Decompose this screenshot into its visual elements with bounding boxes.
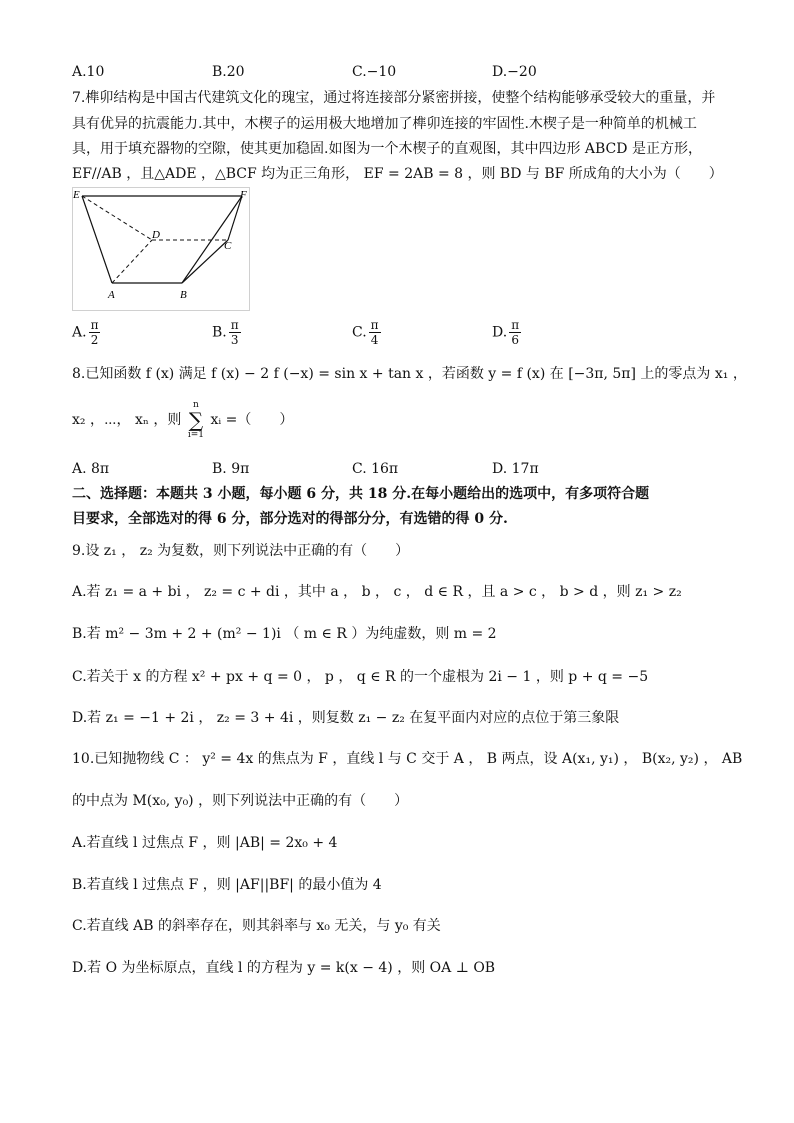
q7-option-a: A. $\frac{\pi}{2}$ — [72, 318, 99, 347]
q6-option-d: D.−20 — [492, 64, 537, 80]
q8-option-b: B. 9π — [212, 461, 250, 477]
q8-line2-prefix: x₂ ，⋯， xₙ ，则 — [72, 412, 182, 428]
edge-ed-hidden — [82, 196, 152, 240]
q9-option-b: B.若 m² − 3m + 2 + (m² − 1)i （ m ∈ R ）为纯虚数，则 m = 2 — [72, 626, 497, 642]
figure-border — [73, 188, 250, 311]
q8-option-d: D. 17π — [492, 461, 539, 477]
q7-option-c: C. $\frac{\pi}{4}$ — [352, 318, 379, 347]
q9-option-d: D.若 z₁ = −1 + 2i ， z₂ = 3 + 4i ，则复数 z₁ − z₂ 在复平面内对应的点位于第三象限 — [72, 710, 620, 726]
edge-cf — [228, 196, 242, 240]
q8-option-a: A. 8π — [72, 461, 110, 477]
q6-option-a: A.10 — [72, 64, 105, 80]
q6-option-c: C.−10 — [352, 64, 397, 80]
summation-symbol: n ∑ i=1 — [187, 400, 205, 440]
q9-stem: 9.设 z₁ ， z₂ 为复数，则下列说法中正确的有（ ） — [72, 543, 410, 559]
q10-stem-line-2: 的中点为 M(x₀, y₀) ，则下列说法中正确的有（ ） — [72, 793, 409, 809]
edge-bc — [182, 240, 228, 283]
q7-stem-line-2: 具有优异的抗震能力.其中，木楔子的运用极大地增加了榫卯连接的牢固性.木楔子是一种简单的机械工 — [72, 116, 697, 132]
q10-option-b: B.若直线 l 过焦点 F ，则 |AF||BF| 的最小值为 4 — [72, 877, 382, 893]
q8-stem-line-2 — [72, 400, 293, 440]
label-c: C — [224, 240, 232, 252]
q10-stem-line-1: 10.已知抛物线 C ： y² = 4x 的焦点为 F ，直线 l 与 C 交于 A ， B 两点，设 A(x₁, y₁) ， B(x₂, y₂) ， AB — [72, 751, 743, 767]
label-f: F — [240, 189, 247, 201]
label-b: B — [180, 289, 187, 301]
q6-option-b: B.20 — [212, 64, 245, 80]
q10-option-c: C.若直线 AB 的斜率存在，则其斜率与 x₀ 无关，与 y₀ 有关 — [72, 918, 441, 934]
q7-option-b: B. $\frac{\pi}{3}$ — [212, 318, 239, 347]
label-d: D — [152, 229, 160, 241]
q7-option-d: D. $\frac{\pi}{6}$ — [492, 318, 520, 347]
edge-ea — [82, 196, 112, 283]
label-e: E — [73, 189, 80, 201]
q9-option-c: C.若关于 x 的方程 x² + px + q = 0 ， p ， q ∈ R 的一个虚根为 2i − 1 ，则 p + q = −5 — [72, 669, 649, 685]
section2-heading-line-1: 二、选择题：本题共 3 小题，每小题 6 分，共 18 分.在每小题给出的选项中，有多项符合题 — [72, 486, 650, 502]
q10-option-a: A.若直线 l 过焦点 F ，则 |AB| = 2x₀ + 4 — [72, 835, 338, 851]
q8-stem-line-1: 8.已知函数 f (x) 满足 f (x) − 2 f (−x) = sin x + tan x ，若函数 y = f (x) 在 [−3π, 5π] 上的零点为 x₁ ， — [72, 366, 747, 382]
q8-option-c: C. 16π — [352, 461, 399, 477]
q7-stem-line-3: 具，用于填充器物的空隙，使其更加稳固.如图为一个木楔子的直观图，其中四边形 ABCD 是正方形， — [72, 141, 702, 157]
q7-stem-line-1: 7.榫卯结构是中国古代建筑文化的瑰宝，通过将连接部分紧密拼接，使整个结构能够承受较大的重量，并 — [72, 90, 716, 106]
wedge-figure — [72, 187, 250, 311]
q7-stem-line-4: EF//AB ，且△ADE ，△BCF 均为正三角形， EF = 2AB = 8 ，则 BD 与 BF 所成角的大小为（ ） — [72, 166, 723, 182]
edge-ad-hidden — [112, 240, 152, 283]
q8-line2-suffix: xᵢ =（ ） — [210, 412, 294, 428]
q10-option-d: D.若 O 为坐标原点，直线 l 的方程为 y = k(x − 4) ，则 OA ⊥ OB — [72, 960, 496, 976]
label-a: A — [108, 289, 115, 301]
q9-option-a: A.若 z₁ = a + bi ， z₂ = c + di ，其中 a ， b ， c ， d ∈ R ，且 a > c ， b > d ，则 z₁ > z₂ — [72, 584, 682, 600]
section2-heading-line-2: 目要求，全部选对的得 6 分，部分选对的得部分分，有选错的得 0 分. — [72, 511, 508, 527]
